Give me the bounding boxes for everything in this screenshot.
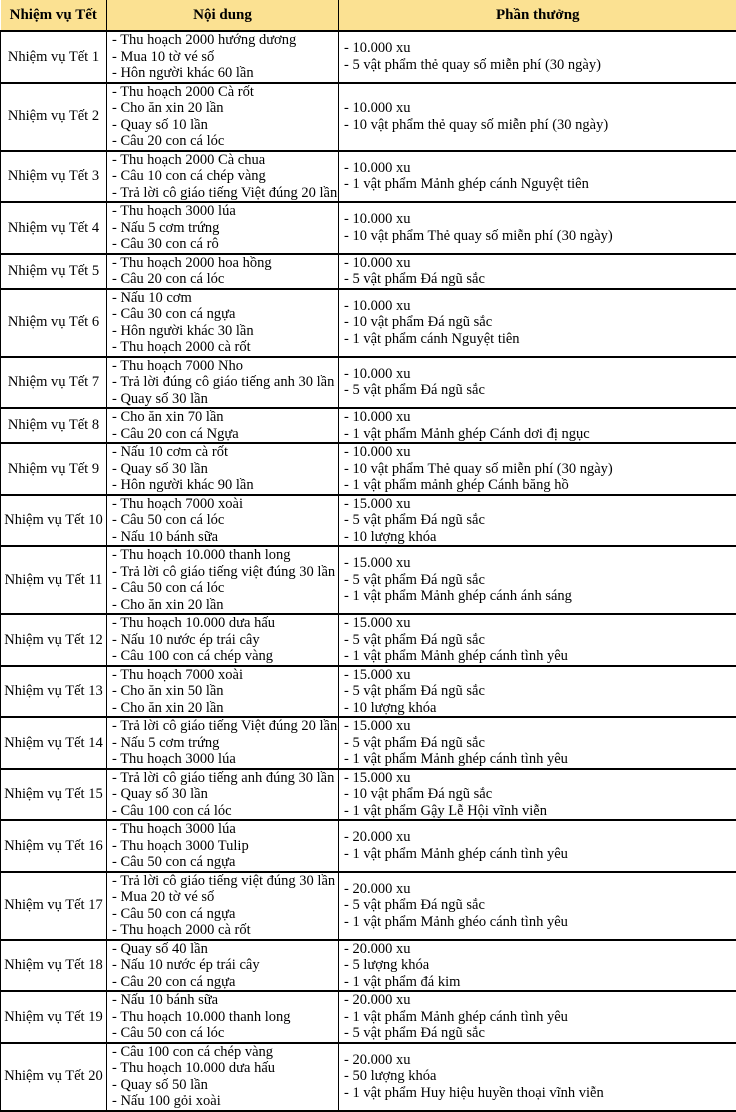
reward-item: - 10.000 xu	[344, 255, 732, 272]
task-list	[107, 1043, 339, 1111]
task-item: - Câu 50 con cá ngựa	[112, 906, 334, 923]
table-row	[1, 717, 736, 769]
mission-name: Nhiệm vụ Tết 18	[1, 940, 107, 992]
reward-item: - 5 vật phẩm Đá ngũ sắc	[344, 512, 732, 529]
table-row	[1, 83, 736, 151]
task-item: - Mua 20 tờ vé số	[112, 889, 334, 906]
mission-name: Nhiệm vụ Tết 16	[1, 820, 107, 872]
task-item: - Mua 10 tờ vé số	[112, 49, 334, 66]
task-list	[107, 666, 339, 718]
reward-item: - 10 vật phẩm Thẻ quay số miễn phí (30 ngày)	[344, 461, 732, 478]
reward-list	[339, 289, 736, 357]
table-row	[1, 408, 736, 443]
reward-item: - 1 vật phẩm mảnh ghép Cánh băng hồ	[344, 477, 732, 494]
task-item: - Quay số 30 lần	[112, 391, 334, 408]
reward-list	[339, 769, 736, 821]
task-item: - Trả lời cô giáo tiếng việt đúng 30 lần	[112, 564, 334, 581]
reward-item: - 5 vật phẩm Đá ngũ sắc	[344, 632, 732, 649]
reward-item: - 1 vật phẩm Mảnh ghép cánh tình yêu	[344, 751, 732, 768]
reward-list	[339, 31, 736, 83]
task-item: - Câu 20 con cá lóc	[112, 271, 334, 288]
reward-list	[339, 151, 736, 203]
reward-list	[339, 666, 736, 718]
task-item: - Nấu 10 bánh sữa	[112, 992, 334, 1009]
reward-item: - 10 lượng khóa	[344, 700, 732, 717]
task-item: - Trả lời cô giáo tiếng anh đúng 30 lần	[112, 770, 334, 787]
task-item: - Thu hoạch 10.000 thanh long	[112, 1009, 334, 1026]
table-row	[1, 666, 736, 718]
task-list	[107, 443, 339, 495]
table-row	[1, 940, 736, 992]
reward-list	[339, 408, 736, 443]
mission-name: Nhiệm vụ Tết 3	[1, 151, 107, 203]
task-item: - Cho ăn xin 70 lần	[112, 409, 334, 426]
task-item: - Câu 100 con cá lóc	[112, 803, 334, 820]
task-item: - Thu hoạch 2000 cà rốt	[112, 922, 334, 939]
task-item: - Trả lời cô giáo tiếng Việt đúng 20 lần	[112, 185, 334, 202]
table-row	[1, 872, 736, 940]
task-item: - Nấu 10 nước ép trái cây	[112, 957, 334, 974]
task-list	[107, 872, 339, 940]
task-list	[107, 31, 339, 83]
mission-name: Nhiệm vụ Tết 9	[1, 443, 107, 495]
reward-list	[339, 357, 736, 409]
reward-item: - 10.000 xu	[344, 298, 732, 315]
reward-item: - 15.000 xu	[344, 770, 732, 787]
task-item: - Thu hoạch 10.000 dưa hấu	[112, 615, 334, 632]
reward-list	[339, 614, 736, 666]
task-item: - Thu hoạch 2000 hoa hồng	[112, 255, 334, 272]
table-row	[1, 31, 736, 83]
task-item: - Câu 100 con cá chép vàng	[112, 648, 334, 665]
task-item: - Nấu 5 cơm trứng	[112, 220, 334, 237]
task-item: - Thu hoạch 3000 Tulip	[112, 838, 334, 855]
task-item: - Nấu 100 gỏi xoài	[112, 1093, 334, 1110]
table-header	[1, 0, 736, 31]
reward-item: - 15.000 xu	[344, 718, 732, 735]
mission-name: Nhiệm vụ Tết 2	[1, 83, 107, 151]
table-body	[1, 31, 736, 1111]
task-item: - Thu hoạch 7000 xoài	[112, 496, 334, 513]
task-item: - Câu 20 con cá lóc	[112, 133, 334, 150]
table-row	[1, 289, 736, 357]
mission-name: Nhiệm vụ Tết 1	[1, 31, 107, 83]
reward-list	[339, 940, 736, 992]
task-list	[107, 820, 339, 872]
reward-item: - 15.000 xu	[344, 615, 732, 632]
reward-item: - 10.000 xu	[344, 40, 732, 57]
task-item: - Hôn người khác 60 lần	[112, 65, 334, 82]
table-row	[1, 443, 736, 495]
reward-list	[339, 1043, 736, 1111]
reward-item: - 1 vật phẩm Mảnh ghép cánh tình yêu	[344, 1009, 732, 1026]
task-item: - Câu 50 con cá ngựa	[112, 854, 334, 871]
table-row	[1, 151, 736, 203]
reward-item: - 1 vật phẩm đá kim	[344, 974, 732, 991]
mission-name: Nhiệm vụ Tết 6	[1, 289, 107, 357]
mission-name: Nhiệm vụ Tết 20	[1, 1043, 107, 1111]
table-row	[1, 820, 736, 872]
reward-item: - 10.000 xu	[344, 160, 732, 177]
mission-name: Nhiệm vụ Tết 13	[1, 666, 107, 718]
reward-item: - 5 vật phẩm thẻ quay số miễn phí (30 ngày)	[344, 57, 732, 74]
task-item: - Thu hoạch 10.000 thanh long	[112, 547, 334, 564]
reward-list	[339, 495, 736, 547]
mission-name: Nhiệm vụ Tết 17	[1, 872, 107, 940]
reward-item: - 15.000 xu	[344, 496, 732, 513]
reward-item: - 5 vật phẩm Đá ngũ sắc	[344, 271, 732, 288]
reward-list	[339, 254, 736, 289]
reward-item: - 10.000 xu	[344, 409, 732, 426]
reward-item: - 10 vật phẩm Đá ngũ sắc	[344, 786, 732, 803]
column-header-reward: Phần thưởng	[339, 0, 736, 31]
task-list	[107, 357, 339, 409]
task-list	[107, 769, 339, 821]
task-item: - Câu 100 con cá chép vàng	[112, 1044, 334, 1061]
table-row	[1, 769, 736, 821]
reward-item: - 1 vật phẩm Mảnh ghép cánh tình yêu	[344, 648, 732, 665]
reward-item: - 1 vật phẩm Mảnh ghép cánh ánh sáng	[344, 588, 732, 605]
task-item: - Câu 50 con cá lóc	[112, 580, 334, 597]
task-item: - Thu hoạch 2000 hướng dương	[112, 32, 334, 49]
reward-item: - 20.000 xu	[344, 881, 732, 898]
task-item: - Nấu 10 cơm cà rốt	[112, 444, 334, 461]
task-list	[107, 83, 339, 151]
task-item: - Thu hoạch 10.000 dưa hấu	[112, 1060, 334, 1077]
task-item: - Nấu 10 nước ép trái cây	[112, 632, 334, 649]
reward-item: - 5 lượng khóa	[344, 957, 732, 974]
reward-item: - 1 vật phẩm Huy hiệu huyền thoại vĩnh viễn	[344, 1085, 732, 1102]
task-item: - Câu 20 con cá ngựa	[112, 974, 334, 991]
reward-item: - 1 vật phẩm Mảnh ghéo cánh tình yêu	[344, 914, 732, 931]
reward-item: - 10.000 xu	[344, 366, 732, 383]
reward-list	[339, 717, 736, 769]
task-item: - Quay số 30 lần	[112, 461, 334, 478]
reward-item: - 10.000 xu	[344, 211, 732, 228]
reward-item: - 5 vật phẩm Đá ngũ sắc	[344, 897, 732, 914]
task-item: - Quay số 10 lần	[112, 117, 334, 134]
task-item: - Quay số 50 lần	[112, 1077, 334, 1094]
table-row	[1, 991, 736, 1043]
task-list	[107, 151, 339, 203]
task-item: - Trả lời cô giáo tiếng Việt đúng 20 lần	[112, 718, 334, 735]
reward-item: - 5 vật phẩm Đá ngũ sắc	[344, 382, 732, 399]
reward-item: - 20.000 xu	[344, 992, 732, 1009]
mission-name: Nhiệm vụ Tết 11	[1, 546, 107, 614]
task-list	[107, 614, 339, 666]
task-list	[107, 289, 339, 357]
table-row	[1, 495, 736, 547]
reward-item: - 20.000 xu	[344, 829, 732, 846]
task-item: - Câu 20 con cá Ngựa	[112, 426, 334, 443]
task-item: - Quay số 30 lần	[112, 786, 334, 803]
reward-item: - 1 vật phẩm Mảnh ghép cánh Nguyệt tiên	[344, 176, 732, 193]
reward-item: - 10 vật phẩm Thẻ quay số miễn phí (30 ngày)	[344, 228, 732, 245]
task-list	[107, 940, 339, 992]
table-row	[1, 202, 736, 254]
reward-item: - 5 vật phẩm Đá ngũ sắc	[344, 572, 732, 589]
task-item: - Nấu 10 cơm	[112, 290, 334, 307]
task-item: - Cho ăn xin 20 lần	[112, 100, 334, 117]
reward-list	[339, 202, 736, 254]
mission-name: Nhiệm vụ Tết 7	[1, 357, 107, 409]
task-item: - Câu 30 con cá ngựa	[112, 306, 334, 323]
task-item: - Hôn người khác 30 lần	[112, 323, 334, 340]
task-item: - Thu hoạch 3000 lúa	[112, 751, 334, 768]
task-item: - Trả lời cô giáo tiếng việt đúng 30 lần	[112, 873, 334, 890]
reward-item: - 10 lượng khóa	[344, 529, 732, 546]
reward-list	[339, 820, 736, 872]
mission-name: Nhiệm vụ Tết 19	[1, 991, 107, 1043]
reward-item: - 1 vật phẩm Gậy Lễ Hội vĩnh viễn	[344, 803, 732, 820]
task-item: - Quay số 40 lần	[112, 941, 334, 958]
reward-item: - 1 vật phẩm Mảnh ghép Cánh dơi đị ngục	[344, 426, 732, 443]
reward-item: - 10 vật phẩm Đá ngũ sắc	[344, 314, 732, 331]
task-list	[107, 408, 339, 443]
table-row	[1, 357, 736, 409]
task-list	[107, 546, 339, 614]
task-list	[107, 717, 339, 769]
reward-item: - 10 vật phẩm thẻ quay số miễn phí (30 ngày)	[344, 117, 732, 134]
mission-name: Nhiệm vụ Tết 8	[1, 408, 107, 443]
column-header-content: Nội dung	[107, 0, 339, 31]
reward-item: - 15.000 xu	[344, 555, 732, 572]
reward-item: - 5 vật phẩm Đá ngũ sắc	[344, 1025, 732, 1042]
mission-name: Nhiệm vụ Tết 15	[1, 769, 107, 821]
reward-list	[339, 872, 736, 940]
table-row	[1, 546, 736, 614]
reward-item: - 1 vật phẩm Mảnh ghép cánh tình yêu	[344, 846, 732, 863]
reward-item: - 20.000 xu	[344, 941, 732, 958]
task-item: - Thu hoạch 3000 lúa	[112, 821, 334, 838]
mission-name: Nhiệm vụ Tết 5	[1, 254, 107, 289]
task-item: - Câu 30 con cá rô	[112, 236, 334, 253]
reward-item: - 15.000 xu	[344, 667, 732, 684]
task-item: - Thu hoạch 2000 Cà rốt	[112, 84, 334, 101]
task-list	[107, 254, 339, 289]
task-item: - Cho ăn xin 20 lần	[112, 700, 334, 717]
reward-list	[339, 546, 736, 614]
task-list	[107, 495, 339, 547]
task-item: - Thu hoạch 2000 cà rốt	[112, 339, 334, 356]
reward-item: - 5 vật phẩm Đá ngũ sắc	[344, 683, 732, 700]
task-item: - Trả lời đúng cô giáo tiếng anh 30 lần	[112, 374, 334, 391]
task-item: - Cho ăn xin 50 lần	[112, 683, 334, 700]
table-row	[1, 1043, 736, 1111]
task-item: - Câu 10 con cá chép vàng	[112, 168, 334, 185]
task-item: - Nấu 10 bánh sữa	[112, 529, 334, 546]
mission-name: Nhiệm vụ Tết 12	[1, 614, 107, 666]
task-list	[107, 991, 339, 1043]
column-header-mission: Nhiệm vụ Tết	[1, 0, 107, 31]
reward-item: - 10.000 xu	[344, 100, 732, 117]
task-item: - Thu hoạch 2000 Cà chua	[112, 152, 334, 169]
reward-item: - 50 lượng khóa	[344, 1068, 732, 1085]
reward-item: - 20.000 xu	[344, 1052, 732, 1069]
mission-name: Nhiệm vụ Tết 4	[1, 202, 107, 254]
task-item: - Thu hoạch 7000 xoài	[112, 667, 334, 684]
mission-name: Nhiệm vụ Tết 14	[1, 717, 107, 769]
table-row	[1, 254, 736, 289]
reward-list	[339, 991, 736, 1043]
task-item: - Thu hoạch 7000 Nho	[112, 358, 334, 375]
task-list	[107, 202, 339, 254]
mission-name: Nhiệm vụ Tết 10	[1, 495, 107, 547]
reward-item: - 10.000 xu	[344, 444, 732, 461]
reward-item: - 5 vật phẩm Đá ngũ sắc	[344, 735, 732, 752]
task-item: - Thu hoạch 3000 lúa	[112, 203, 334, 220]
task-item: - Hôn người khác 90 lần	[112, 477, 334, 494]
task-item: - Câu 50 con cá lóc	[112, 512, 334, 529]
task-item: - Nấu 5 cơm trứng	[112, 735, 334, 752]
table-row	[1, 614, 736, 666]
task-item: - Câu 50 con cá lóc	[112, 1025, 334, 1042]
task-item: - Cho ăn xin 20 lần	[112, 597, 334, 614]
reward-list	[339, 83, 736, 151]
reward-list	[339, 443, 736, 495]
reward-item: - 1 vật phẩm cánh Nguyệt tiên	[344, 331, 732, 348]
